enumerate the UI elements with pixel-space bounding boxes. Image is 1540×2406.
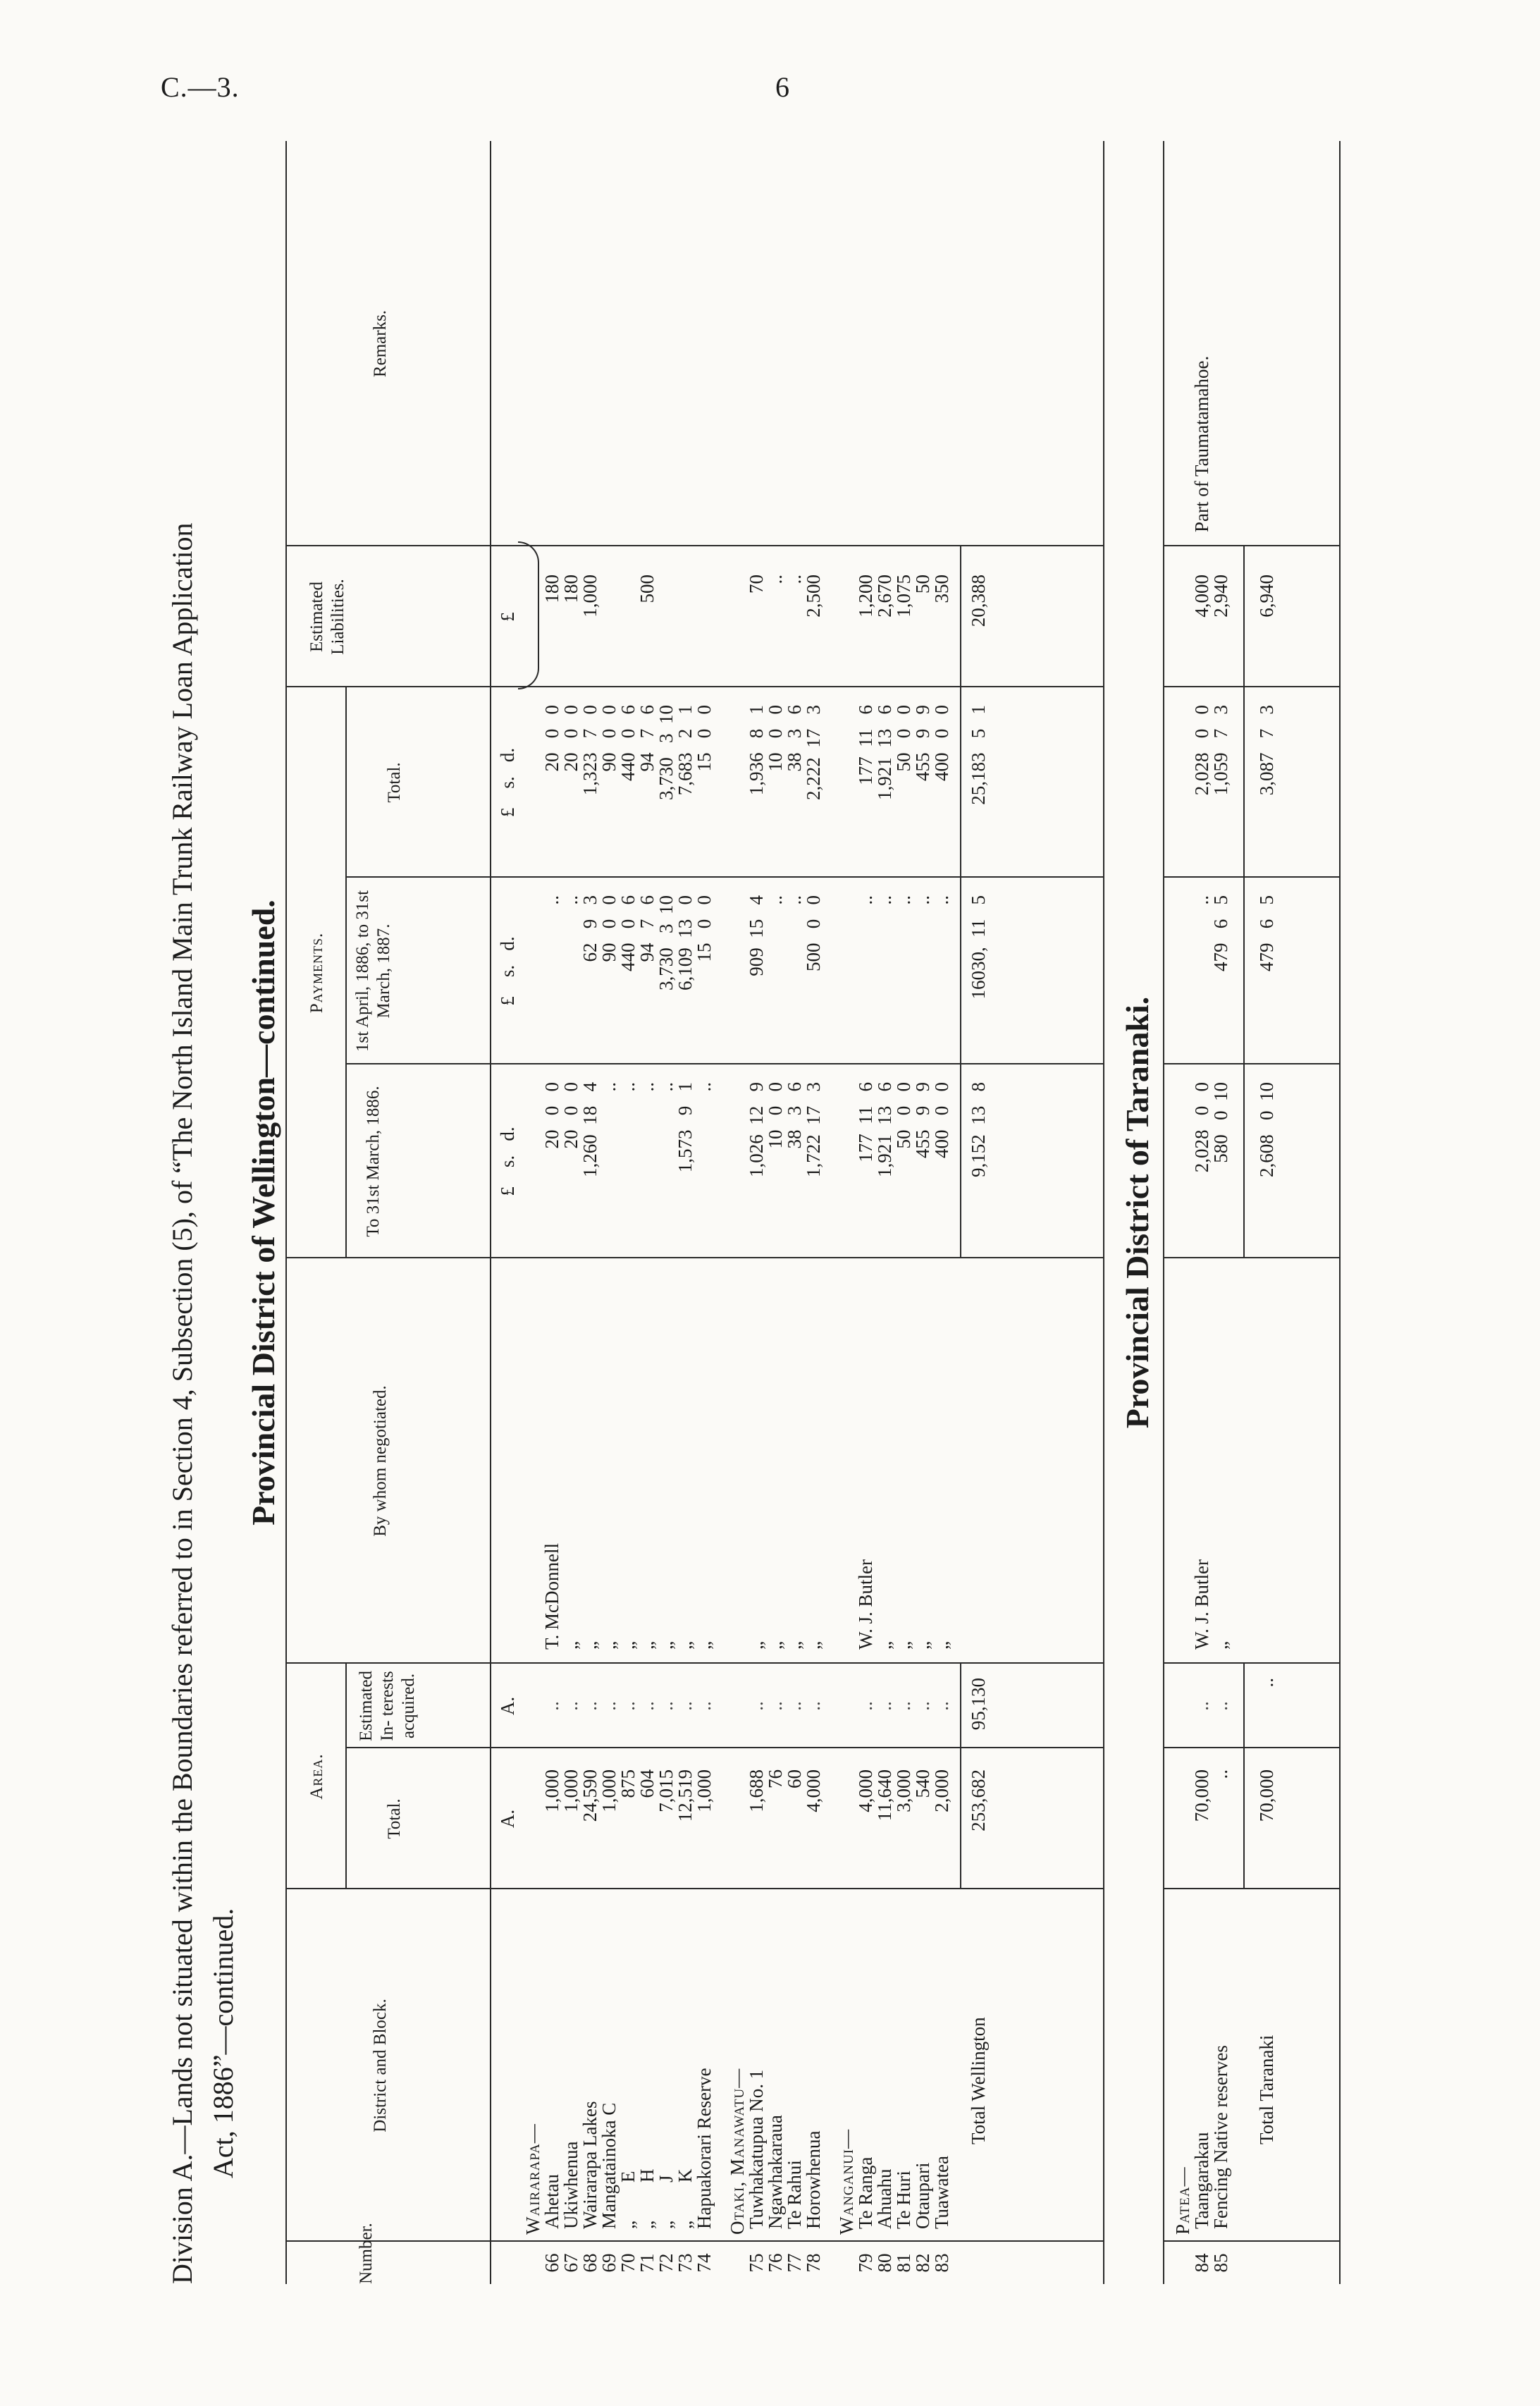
tar-col-rule-by [1163,1662,1339,1664]
row-liabilities: 500 [636,575,658,603]
row-to31: 38 3 6 [784,1082,805,1149]
row-block-name: Tuwhakatupua No. 1 [746,2069,767,2229]
row-negotiator: „ [694,1641,715,1650]
row-liabilities: 180 [560,575,581,603]
row-block-name: „ J [655,2175,677,2229]
row-to31: 9,152 13 8 [968,1082,989,1177]
row-block-name: Ukiwhenua [560,2141,581,2229]
row-negotiator: „ [784,1641,805,1650]
row-area-total: 1,000 [560,1769,581,1812]
row-liabilities: 1,075 [893,575,914,618]
page-number: 6 [775,71,790,103]
row-block-name: Te Huri [893,2171,914,2229]
row-liabilities: 350 [931,575,952,603]
row-block-name: Hapuakorari Reserve [694,2068,715,2229]
wellington-heading: Provincial District of Wellington—continued. [245,900,281,1526]
row-number: 67 [560,2253,581,2273]
row-number: 69 [598,2253,620,2273]
row-apr: .. [874,895,895,905]
tar-col-rule-dist [1163,2240,1339,2242]
row-liabilities: .. [784,575,805,584]
row-area-total: 1,000 [598,1769,620,1812]
row-to31: .. [636,1082,658,1092]
row-area-est: 95,130 [968,1678,989,1731]
row-area-est: .. [579,1701,600,1711]
row-area-total: 7,015 [655,1769,677,1812]
row-area-est: .. [746,1701,767,1711]
row-number: 66 [541,2253,562,2273]
row-area-total: 70,000 [1191,1769,1212,1822]
row-area-est: .. [765,1701,786,1711]
row-to31: 1,026 12 9 [746,1082,767,1177]
row-number: 75 [746,2253,767,2273]
unit-pounds-apr: £ s. d. [497,936,518,1006]
row-area-total: .. [1210,1769,1231,1779]
row-area-total: 253,682 [968,1769,989,1831]
row-area-est: .. [541,1701,562,1711]
row-area-est: .. [912,1701,933,1711]
row-apr: .. [893,895,914,905]
row-pay-total: 2,222 17 3 [803,705,824,800]
tar-col-rule-apr [1163,1063,1339,1064]
row-liabilities: .. [765,575,786,584]
row-area-total: 24,590 [579,1769,600,1822]
row-pay-total: 38 3 6 [784,705,805,772]
row-block-name: „ K [674,2168,696,2229]
row-negotiator: „ [617,1641,639,1650]
row-number: 74 [694,2253,715,2273]
row-liabilities: 2,670 [874,575,895,618]
row-liabilities: 2,500 [803,575,824,618]
row-to31: 10 0 0 [765,1082,786,1149]
row-block-name: Otaupari [912,2162,933,2229]
row-apr: 479 6 5 [1256,895,1277,971]
header-to31: To 31st March, 1886. [364,1086,383,1237]
unit-pounds-total: £ s. d. [497,747,518,818]
row-area-est: .. [655,1701,677,1711]
row-block-name: Ahetau [541,2174,562,2229]
row-pay-total: 177 11 6 [855,705,876,785]
row-area-total: 1,688 [746,1769,767,1812]
row-block-name: „ H [636,2168,658,2229]
row-block-name: Wairarapa Lakes [579,2101,600,2229]
row-area-est: .. [617,1701,639,1711]
row-negotiator: T. McDonnell [541,1543,562,1650]
row-to31: 2,028 0 0 [1191,1082,1212,1173]
row-apr: 94 7 6 [636,895,658,962]
row-pay-total: 90 0 0 [598,705,620,772]
liabilities-brace [518,541,539,689]
row-area-total: 1,000 [694,1769,715,1812]
row-liabilities: 20,388 [968,575,989,627]
row-block-name: Ahuahu [874,2168,895,2229]
row-to31: 1,722 17 3 [803,1082,824,1177]
row-to31: .. [617,1082,639,1092]
group-label: Wairarapa— [522,2123,543,2235]
row-number: 78 [803,2253,824,2273]
row-area-est: .. [893,1701,914,1711]
division-title: Division A.—Lands not situated within the Boundaries referred to in Section 4, Subsection (5), of “The North Island Main Trunk Railway Loan Application [166,522,198,2284]
row-area-total: 3,000 [893,1769,914,1812]
row-pay-total: 50 0 0 [893,705,914,772]
row-block-name: „ E [617,2171,639,2229]
row-pay-total: 94 7 6 [636,705,658,772]
total-label: Total Taranaki [1256,2034,1277,2144]
row-pay-total: 20 0 0 [560,705,581,772]
row-apr: .. [855,895,876,905]
row-to31: 1,921 13 6 [874,1082,895,1177]
row-area-est: .. [694,1701,715,1711]
row-area-est: .. [803,1701,824,1711]
row-pay-total: 1,936 8 1 [746,705,767,796]
header-remarks: Remarks. [371,309,390,378]
row-number: 68 [579,2253,600,2273]
row-apr: 16030, 11 5 [968,895,989,1000]
row-apr: .. [560,895,581,905]
rule-sum-area [960,1664,961,1889]
row-negotiator: „ [579,1641,600,1650]
tar-col-rule-est [1163,1747,1339,1748]
row-to31: 580 0 10 [1210,1082,1231,1163]
row-number: 73 [674,2253,696,2273]
rule-bottom [1103,141,1104,2284]
row-number: 81 [893,2253,914,2273]
row-number: 72 [655,2253,677,2273]
row-to31: 1,573 9 1 [674,1082,696,1173]
row-apr: 15 0 0 [694,895,715,962]
row-apr: 3,730 3 10 [655,895,677,990]
row-to31: 2,608 0 10 [1256,1082,1277,1177]
row-number: 71 [636,2253,658,2273]
row-number: 77 [784,2253,805,2273]
row-area-total: 2,000 [931,1769,952,1812]
row-to31: .. [655,1082,677,1092]
row-block-name: Ngawhakaraua [765,2115,786,2229]
row-negotiator: „ [636,1641,658,1650]
row-number: 82 [912,2253,933,2273]
tar-col-rule-tot [1163,876,1339,878]
tar-col-rule-rem [1163,545,1339,546]
row-area-total: 70,000 [1256,1769,1277,1822]
row-to31: .. [598,1082,620,1092]
row-apr: .. [912,895,933,905]
row-apr: .. [765,895,786,905]
row-block-name: Horowhenua [803,2130,824,2229]
row-area-est: .. [598,1701,620,1711]
row-block-name: Te Rahui [784,2160,805,2229]
row-pay-total: 10 0 0 [765,705,786,772]
row-pay-total: 1,323 7 0 [579,705,600,796]
row-area-total: 4,000 [855,1769,876,1812]
row-area-total: 76 [765,1769,786,1788]
row-pay-total: 15 0 0 [694,705,715,772]
row-negotiator: „ [674,1641,696,1650]
row-area-est: .. [855,1701,876,1711]
row-to31: 1,260 18 4 [579,1082,600,1177]
unit-pounds-to31: £ s. d. [497,1127,518,1196]
header-pay-total: Total. [385,762,404,803]
row-area-est: .. [560,1701,581,1711]
rule-header-bottom [490,141,491,2284]
row-negotiator: „ [598,1641,620,1650]
row-to31: .. [694,1082,715,1092]
division-title-cont: Act, 1886”—continued. [207,1908,239,2178]
row-negotiator: „ [803,1641,824,1650]
row-area-est: .. [1191,1701,1212,1711]
row-apr: 90 0 0 [598,895,620,962]
row-apr: 6,109 13 0 [674,895,696,990]
row-area-est: .. [1210,1701,1231,1711]
tar-col-rule-liab [1163,686,1339,687]
row-area-total: 60 [784,1769,805,1788]
row-liabilities: 50 [912,575,933,594]
row-remarks: Part of Taumatamahoe. [1191,355,1212,532]
header-number: Number. [357,2223,376,2284]
row-area-est: .. [784,1701,805,1711]
tar-rule-top [1163,141,1164,2284]
group-label: Wanganui— [836,2128,857,2235]
tar-rule-sum-pay [1243,546,1245,1258]
row-pay-total: 2,028 0 0 [1191,705,1212,796]
header-area-total: Total. [385,1798,404,1839]
row-number: 84 [1191,2253,1212,2273]
row-area-total: 604 [636,1769,658,1798]
row-pay-total: 440 0 6 [617,705,639,781]
row-area-est: .. [636,1701,658,1711]
row-area-total: 875 [617,1769,639,1798]
row-to31: 177 11 6 [855,1082,876,1162]
col-rule-rem [285,545,1103,546]
row-pay-total: 7,683 2 1 [674,705,696,796]
unit-acres: A. [497,1809,518,1829]
row-area-total: 4,000 [803,1769,824,1812]
row-apr: .. [931,895,952,905]
row-liabilities: 2,940 [1210,575,1231,618]
row-area-total: 11,640 [874,1769,895,1822]
row-area-est: .. [931,1701,952,1711]
row-negotiator: „ [874,1641,895,1650]
row-negotiator: „ [912,1641,933,1650]
row-negotiator: „ [1210,1641,1231,1650]
row-pay-total: 20 0 0 [541,705,562,772]
row-pay-total: 400 0 0 [931,705,952,781]
row-negotiator: „ [746,1641,767,1650]
unit-pounds-liab: £ [497,612,518,622]
row-block-name: Mangatainoka C [598,2102,620,2229]
row-apr: 500 0 0 [803,895,824,971]
row-block-name: Fencing Native reserves [1210,2045,1231,2229]
row-negotiator: „ [893,1641,914,1650]
row-to31: 400 0 0 [931,1082,952,1158]
row-liabilities: 1,200 [855,575,876,618]
row-apr: 62 9 3 [579,895,600,962]
header-payments: Payments. [307,932,326,1014]
row-area-est: .. [874,1701,895,1711]
header-apr: 1st April, 1886, to 31st March, 1887. [353,890,393,1052]
header-district: District and Block. [371,1999,390,2132]
row-area-total: 540 [912,1769,933,1798]
page-code: C.—3. [161,71,240,103]
row-to31: 455 9 9 [912,1082,933,1158]
row-number: 85 [1210,2253,1231,2273]
total-label: Total Wellington [968,2017,989,2144]
row-apr: 479 6 5 [1210,895,1231,971]
row-area-est: .. [674,1701,696,1711]
row-liabilities: 70 [746,575,767,594]
row-apr: 909 15 4 [746,895,767,976]
header-area: Area. [307,1753,326,1800]
row-block-name: Te Ranga [855,2156,876,2229]
header-negotiated: By whom negotiated. [371,1385,390,1537]
tar-group-label: Patea— [1172,2166,1193,2235]
row-number: 83 [931,2253,952,2273]
row-liabilities: 1,000 [579,575,600,618]
row-negotiator: „ [931,1641,952,1650]
col-rule-est [345,1747,1103,1748]
row-liabilities: 4,000 [1191,575,1212,618]
rule-pay-sub [345,687,347,1258]
row-negotiator: W. J. Butler [855,1559,876,1650]
row-pay-total: 1,921 13 6 [874,705,895,800]
row-block-name: Tuawatea [931,2156,952,2229]
col-rule-tot [345,876,1103,878]
row-apr: .. [1191,895,1212,905]
row-area-total: 1,000 [541,1769,562,1812]
row-apr: .. [784,895,805,905]
row-pay-total: 3,087 7 3 [1256,705,1277,796]
tar-rule-sum-area [1243,1664,1245,1889]
row-negotiator: „ [655,1641,677,1650]
tar-rule-bottom [1339,141,1341,2284]
row-negotiator: „ [560,1641,581,1650]
rule-sum-pay [960,546,961,1258]
row-negotiator: W. J. Butler [1191,1559,1212,1650]
row-pay-total: 1,059 7 3 [1210,705,1231,796]
col-rule-apr [345,1063,1103,1064]
header-area-est: Estimated In- terests acquired. [357,1671,418,1741]
row-area-est: .. [1256,1678,1277,1688]
row-number: 76 [765,2253,786,2273]
rotated-table-region [141,141,1353,2284]
row-apr: 440 0 6 [617,895,639,971]
rule-top [285,141,287,2284]
tar-col-rule-to31 [1163,1257,1339,1258]
row-area-total: 12,519 [674,1769,696,1822]
row-apr: .. [541,895,562,905]
row-negotiator: „ [765,1641,786,1650]
row-number: 79 [855,2253,876,2273]
row-block-name: Taangarakau [1191,2132,1212,2229]
row-number: 70 [617,2253,639,2273]
row-liabilities: 6,940 [1256,575,1277,618]
row-to31: 20 0 0 [560,1082,581,1149]
row-pay-total: 3,730 3 10 [655,705,677,800]
row-to31: 20 0 0 [541,1082,562,1149]
rule-area-sub [345,1664,347,1889]
header-liabilities: Estimated Liabilities. [307,579,347,655]
row-number: 80 [874,2253,895,2273]
row-pay-total: 25,183 5 1 [968,705,989,805]
unit-acres-est: A. [497,1696,518,1716]
group-label: Otaki, Manawatu— [727,2068,748,2235]
taranaki-heading: Provincial District of Taranaki. [1119,996,1155,1429]
row-pay-total: 455 9 9 [912,705,933,781]
row-liabilities: 180 [541,575,562,603]
row-to31: 50 0 0 [893,1082,914,1149]
